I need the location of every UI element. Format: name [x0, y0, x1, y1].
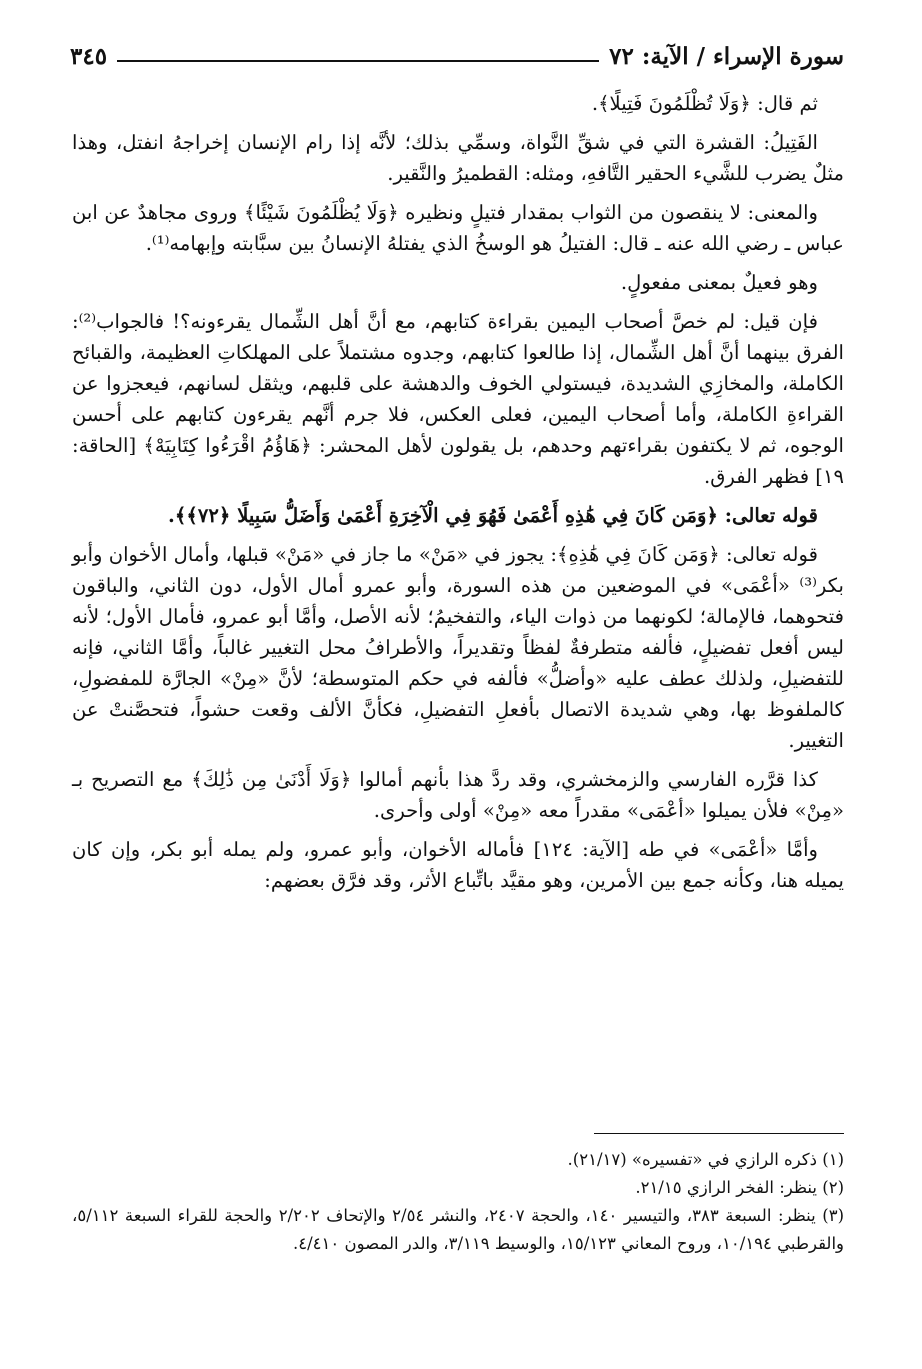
- running-title: سورة الإسراء / الآية: ٧٢: [609, 43, 844, 70]
- verse-paragraph: قوله تعالى: ﴿وَمَن كَانَ فِي هَٰذِهِ أَعْمَىٰ فَهُوَ فِي الْآخِرَةِ أَعْمَىٰ وَأَضَلُّ سَبِيلًا ﴿٧٢﴾﴾.: [168, 504, 818, 527]
- footnotes: [72, 1146, 844, 1258]
- footnote: (٢) ينظر: الفخر الرازي ٢١/١٥.: [635, 1178, 844, 1197]
- paragraph: والمعنى: لا ينقصون من الثواب بمقدار فتيلٍ ونظيره ﴿وَلَا يُظْلَمُونَ شَيْئًا﴾ وروى مجاهدٌ عن ابن عباس ـ رضي الله عنه ـ قال: الفتيلُ هو الوسخُ الذي يفتلهُ الإنسانُ بين سبَّابته وإبهامه⁽¹⁾.: [72, 201, 844, 255]
- paragraph: وهو فعيلٌ بمعنى مفعولٍ.: [620, 271, 818, 294]
- header-rule: [117, 60, 599, 62]
- main-text: [72, 88, 844, 904]
- page-number: ٣٤٥: [70, 43, 108, 70]
- paragraph: فإن قيل: لم خصَّ أصحاب اليمين بقراءة كتابهم، مع أنَّ أهل الشِّمال يقرءونه؟! فالجواب⁽²⁾: الفرق بينهما أنَّ أهل الشِّمال، إذا طالعوا كتابهم، وجدوه مشتملاً على المهلكاتِ العظيمة، والقبائح الكاملة، والمخازِي الشديدة، فيستولي الخوف والدهشة على قلبهم، ويثقل لسانهم، فيعجزوا عن القراءةِ الكاملة، وأما أصحاب اليمين، فعلى العكس، فلا جرم أنَّهم يقرءون كتابهم على أحسن الوجوه، ثم لا يكتفون بقراءتهم وحدهم، بل يقولون لأهل المحشر: ﴿هَاؤُمُ اقْرَءُوا كِتَابِيَهْ﴾ [الحاقة: ١٩] فظهر الفرق.: [72, 310, 844, 488]
- footnote: (١) ذكره الرازي في «تفسيره» (٢١/١٧).: [567, 1150, 844, 1169]
- page-header: [70, 30, 844, 70]
- footnote-separator: [594, 1133, 844, 1134]
- paragraph: قوله تعالى: ﴿وَمَن كَانَ فِي هَٰذِهِ﴾: يجوز في «مَنْ» ما جاز في «مَنْ» قبلها، وأمال الأخوان وأبو بكر⁽³⁾ «أعْمَى» في الموضعين من هذه السورة، وأبو عمرو أمال الأول، دون الثاني، والباقون فتحوهما، فالإمالة؛ لكونهما من ذوات الياء، والتفخيمُ؛ لأنه الأصل، وأمَّا أبو عمرو، فأمال الأول؛ لأنه ليس أفعل تفضيلٍ، فألفه متطرفةٌ لفظاً وتقديراً، والأطرافُ محل التغيير غالباً، وأمَّا الثاني، فإنه للتفضيلِ، ولذلك عطف عليه «وأضلُّ» فألفه في حكم المتوسطة؛ لأنَّ «مِنْ» الجارَّة للمفضولِ، كالملفوظ بها، وهي شديدة الاتصال بأفعلِ التفضيلِ، فكأنَّ الألف وقعت حشواً، فتحصَّنتْ عن التغيير.: [72, 543, 844, 752]
- paragraph: كذا قرَّره الفارسي والزمخشري، وقد ردَّ هذا بأنهم أمالوا ﴿وَلَا أَدْنَىٰ مِن ذَٰلِكَ﴾ مع التصريح بـ «مِنْ» فلأن يميلوا «أعْمَى» مقدراً معه «مِنْ» أولى وأحرى.: [72, 768, 844, 822]
- paragraph: وأمَّا «أعْمَى» في طه [الآية: ١٢٤] فأماله الأخوان، وأبو عمرو، ولم يمله أبو بكر، وإن كان يميله هنا، وكأنه جمع بين الأمرين، وهو مقيَّد باتِّباع الأثر، وقد فرَّق بعضهم:: [72, 838, 844, 892]
- paragraph: الفَتِيلُ: القشرة التي في شقِّ النَّواة، وسمِّي بذلك؛ لأنَّه إذا رام الإنسان إخراجهُ انفتل، وهذا مثلٌ يضرب للشَّيء الحقير التَّافهِ، ومثله: القطميرُ والنَّقير.: [72, 131, 844, 185]
- paragraph: ثم قال: ﴿وَلَا تُظْلَمُونَ فَتِيلًا﴾.: [591, 92, 818, 115]
- footnote: (٣) ينظر: السبعة ٣٨٣، والتيسير ١٤٠، والحجة ٢٤٠٧، والنشر ٢/٥٤ والإتحاف ٢/٢٠٢ والحجة للقراء السبعة ٥/١١٢، والقرطبي ١٠/١٩٤، وروح المعاني ١٥/١٢٣، والوسيط ٣/١١٩، والدر المصون ٤/٤١٠.: [72, 1206, 845, 1253]
